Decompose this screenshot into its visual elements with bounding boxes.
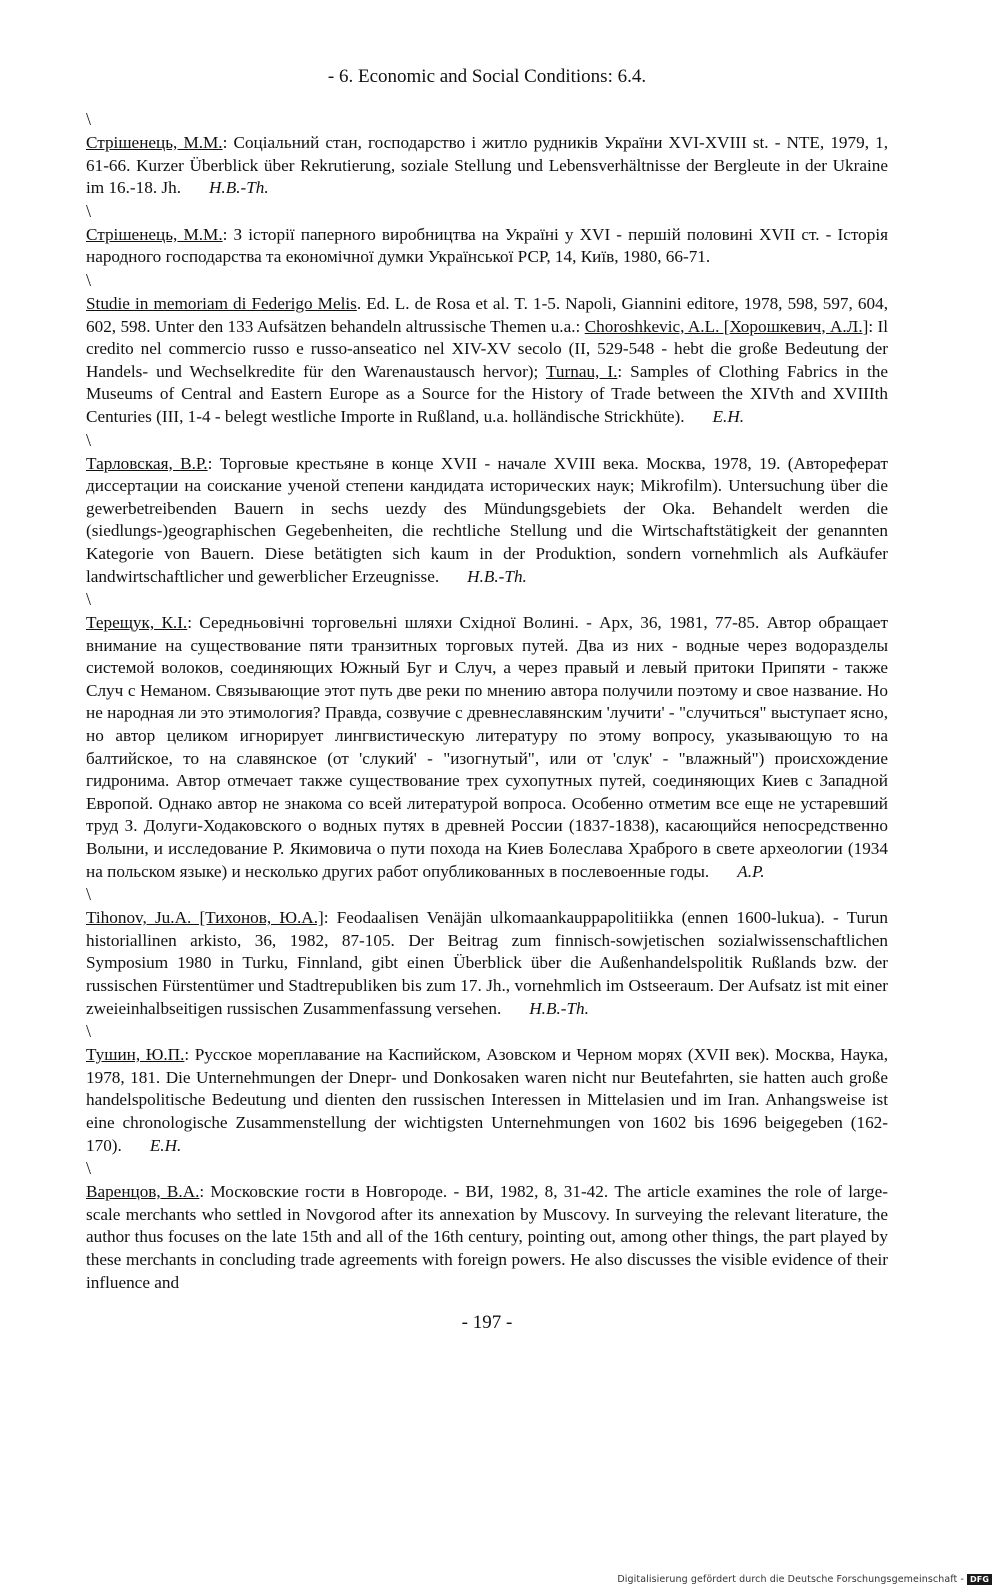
entry-separator: \ <box>86 1158 92 1179</box>
entry-separator: \ <box>86 200 92 221</box>
digitization-credit <box>617 1574 992 1585</box>
page-number: - 197 - <box>461 1312 513 1334</box>
dfg-logo: DFG <box>967 1574 992 1585</box>
entry-author: Стрішенець, М.М. <box>86 133 223 152</box>
bibliography-entry <box>86 1044 888 1157</box>
reviewer-initials: A.P. <box>737 861 765 881</box>
bibliography-entry <box>86 224 888 269</box>
entry-text: : З історії паперного виробництва на Україні у XVI - першій половині XVII ст. - Історія народного господарства та економічної думки Української РСР, 14, Київ, 1980, 66-71. <box>86 224 888 267</box>
entry-text: : Il credito nel commercio russo e russo-anseatico nel XIV-XV secolo (II, 529-548 - hebt die große Bedeutung der Handels- und Wechselkredite für den Warenaustausch hervor); <box>86 316 889 381</box>
entry-text: : Московские гости в Новгороде. - ВИ, 1982, 8, 31-42. The article examines the role of large-scale merchants who settled in Novgorod after its annexation by Muscovy. In surveying the relevant literature, the author thus focuses on the late 15th and all of the 16th century, pointing out, among other things, the part played by these merchants in concluding trade agreements with foreign powers. He also discusses the visible evidence of their influence and <box>86 1182 889 1292</box>
bibliography-entry <box>86 907 888 1020</box>
bibliography-entry <box>86 293 888 429</box>
entry-author: Tihonov, Ju.A. [Тихонов, Ю.А.] <box>86 908 324 928</box>
reviewer-initials: H.B.-Th. <box>467 566 527 586</box>
bibliography-entry <box>86 612 888 883</box>
entry-text: . Ed. L. de Rosa et al. T. 1-5. Napoli, Giannini editore, 1978, 598, 597, 604, 602, 598. Unter den 133 Aufsätzen behandeln altrussische Themen u.a.: <box>86 293 888 336</box>
entry-separator: \ <box>86 884 92 905</box>
entry-author: Choroshkevic, A.L. [Хорошкевич, А.Л.] <box>584 316 869 336</box>
entry-author: Тарловская, В.Р. <box>86 453 208 473</box>
entry-author: Studie in memoriam di Federigo Melis <box>86 293 357 313</box>
entry-separator: \ <box>86 589 92 610</box>
reviewer-initials: E.H. <box>712 406 745 426</box>
entry-author: Варенцов, В.А. <box>86 1182 200 1202</box>
entry-separator: \ <box>86 269 92 290</box>
entry-text: : Соціальний стан, господарство і житло рудників України XVI-XVIII st. - NTE, 1979, 1, 61-66. Kurzer Überblick über Rekrutierung, soziale Stellung und Lebensverhältnisse der Bergleute in der Ukraine im 16.-18. Jh. <box>86 133 888 198</box>
entry-author: Терещук, К.І. <box>86 613 188 633</box>
entry-text: : Середньовічні торговельні шляхи Східної Волині. - Арх, 36, 1981, 77-85. Автор обращает внимание на существование пяти транзитных торговых путей. Два из них - водные через водоразделы системой волоков, соединяющих Южный Буг и Случ, а через правый и левый притоки Припяти - также Случ с Неманом. Связывающие этот путь две реки по мнению автора получили поэтому и свое название. Но не народная ли это этимология? Правда, созвучие с древнеславянским 'лучити' - "случиться" выступает ясно, но автор целиком игнорирует лингвистическую литературу по этому вопросу, указывающую то на балтийское, то на славянское (от 'слукий' - "изогнутый", или от 'слук' - "влажный") происхождение гидронима. Автор отмечает также существование трех сухопутных путей, соединяющих Киев с Западной Европой. Однако автор не знакома со всей литературой вопроса. Особенно отметим все еще не устаревший труд З. Долуги-Ходаковского о водных путях в древней России (1837-1838), касающийся непосредственно Волыни, и исследование Р. Якимовича о пути похода на Киев Болеслава Храброго в свете археологии (1934 на польском языке) и несколько других работ опубликованных в послевоенные годы. <box>86 613 889 881</box>
bibliography-entry <box>86 132 888 200</box>
page-content <box>86 66 888 1334</box>
bibliography-entry <box>86 1181 888 1294</box>
entry-separator: \ <box>86 429 92 450</box>
entry-author: Стрішенець, М.М. <box>86 224 223 244</box>
entry-author: Тушин, Ю.П. <box>86 1045 185 1065</box>
entry-author: Turnau, I. <box>546 361 618 381</box>
section-header: - 6. Economic and Social Conditions: 6.4. <box>327 66 647 87</box>
entry-separator: \ <box>86 109 92 129</box>
entry-separator: \ <box>86 1021 92 1042</box>
entry-text: : Samples of Clothing Fabrics in the Museums of Central and Eastern Europe as a Source for the History of Trade between the XIVth and XVIIIth Centuries (III, 1-4 - belegt westliche Importe in Rußland, u.a. holländische Strickhüte). <box>86 361 888 426</box>
entry-text: : Feodaalisen Venäjän ulkomaankauppapolitiikka (ennen 1600-lukua). - Turun historiallinen arkisto, 36, 1982, 87-105. Der Beitrag zum finnisch-sowjetischen sozialwissenschaftlichen Symposium 1980 in Turku, Finnland, gibt einen Überblick über die Außenhandelspolitik Rußlands bzw. der russischen Fürstentümer und Stadtrepubliken bis zum 17. Jh., vornehmlich im Ostseeraum. Der Aufsatz ist mit einer zweieinhalbseitigen russischen Zusammenfassung versehen. <box>86 908 888 1018</box>
reviewer-initials: E.H. <box>149 1135 182 1155</box>
bibliography-entry <box>86 453 888 589</box>
reviewer-initials: H.B.-Th. <box>209 178 269 198</box>
reviewer-initials: H.B.-Th. <box>529 998 589 1018</box>
entry-text: : Торговые крестьяне в конце XVII - начале XVIII века. Москва, 1978, 19. (Автореферат диссертации на соискание ученой степени кандидата исторических наук; Mikrofilm). Untersuchung über die gewerbetreibenden Bauern in sechs uezdy des Mündungsgebiets der Oka. Behandelt werden die (siedlungs-)geographischen Gegebenheiten, die rechtliche Stellung und die Wirtschaftstätigkeit der genannten Kategorie von Bauern. Diese betätigten sich kaum in der Produktion, sondern vornehmlich als Aufkäufer landwirtschaftlicher und gewerblicher Erzeugnisse. <box>86 453 888 586</box>
entry-text: : Русское мореплавание на Каспийском, Азовском и Черном морях (XVII век). Москва, Наука, 1978, 181. Die Unternehmungen der Dnepr- und Donkosaken waren nicht nur Beutefahrten, sie hatten auch große handelspolitische Bedeutung und dienten den russischen Interessen in Mittelasien und im Iran. Anhangsweise ist eine chronologische Zusammenstellung der wichtigsten Unternehmungen von 1602 bis 1696 beigegeben (162-170). <box>86 1045 888 1155</box>
credit-text: Digitalisierung gefördert durch die Deutsche Forschungsgemeinschaft - <box>617 1574 965 1585</box>
